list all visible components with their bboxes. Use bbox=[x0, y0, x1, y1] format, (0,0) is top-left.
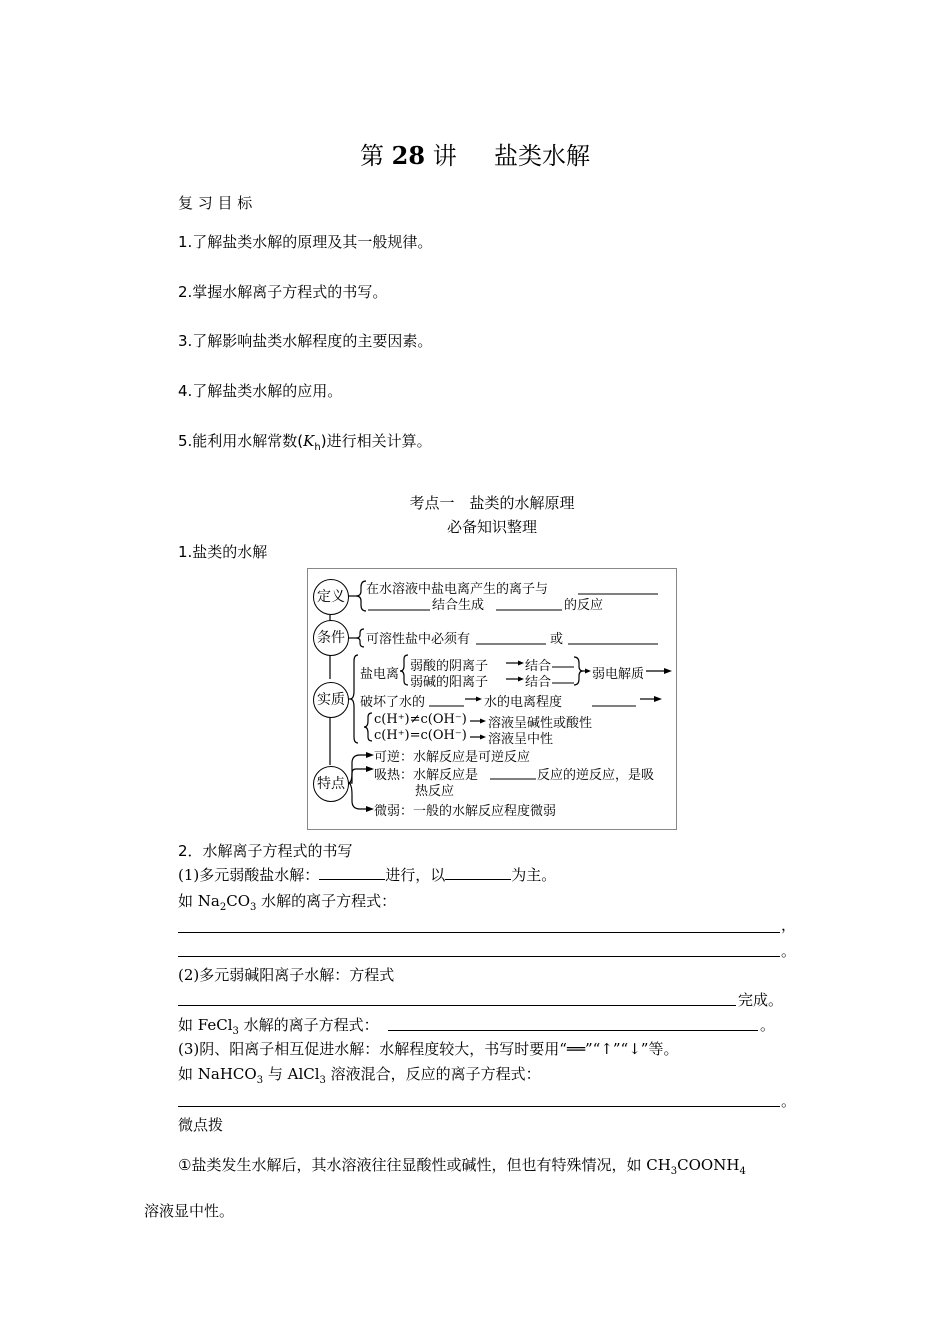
ex2-pre: 如 FeCl bbox=[178, 1016, 233, 1034]
ion-anion: 弱酸的阴离子 bbox=[410, 659, 489, 674]
node-essence: 实质 bbox=[313, 682, 349, 718]
goal-item: 4.了解盐类水解的应用。 bbox=[178, 382, 343, 400]
blank[interactable] bbox=[319, 865, 385, 880]
s2-ex2 bbox=[178, 1014, 379, 1035]
s2-p1-pre: (1)多元弱酸盐水解： bbox=[178, 866, 320, 884]
s2-p2: (2)多元弱碱阳离子水解：方程式 bbox=[178, 966, 395, 984]
ne-result: 溶液呈碱性或酸性 bbox=[488, 716, 593, 731]
node-definition: 定义 bbox=[313, 579, 349, 615]
tip-line-1 bbox=[178, 1154, 746, 1175]
ex2-sub: 3 bbox=[232, 1026, 239, 1037]
feature-reversible: 可逆：水解反应是可逆反应 bbox=[374, 750, 531, 765]
ex2-post: 水解的离子方程式： bbox=[238, 1016, 379, 1034]
tip-sub2: 4 bbox=[739, 1166, 746, 1177]
node-feature: 特点 bbox=[313, 766, 349, 802]
ex1-mid: CO bbox=[226, 892, 250, 910]
eq-result: 溶液呈中性 bbox=[488, 732, 554, 747]
answer-line[interactable] bbox=[178, 932, 780, 933]
ne-line: c(H⁺)≠c(OH⁻) bbox=[374, 712, 467, 727]
s2-p1-post: 为主。 bbox=[511, 866, 557, 884]
ex3-mid: 与 AlCl bbox=[263, 1065, 320, 1083]
s2-heading: 2．水解离子方程式的书写 bbox=[178, 842, 353, 860]
def-line-2-end: 的反应 bbox=[564, 598, 604, 613]
s2-p1-mid: 进行，以 bbox=[385, 866, 446, 884]
cond-or: 或 bbox=[550, 632, 564, 647]
goal5-post: )进行相关计算。 bbox=[320, 432, 432, 450]
tip-l1-pre: ①盐类发生水解后，其水溶液往往显酸性或碱性，但也有特殊情况，如 bbox=[178, 1156, 647, 1174]
s2-p1 bbox=[178, 864, 556, 885]
page-title bbox=[0, 136, 950, 171]
answer-line[interactable] bbox=[178, 1106, 780, 1107]
ex1-sub1: 2 bbox=[219, 902, 227, 913]
s1-heading: 1.盐类的水解 bbox=[178, 543, 268, 561]
weak-electrolyte: 弱电解质 bbox=[592, 667, 645, 682]
combine-2: 结合 bbox=[525, 675, 552, 690]
section-subheading: 必备知识整理 bbox=[446, 518, 537, 536]
goals-heading: 复 习 目 标 bbox=[178, 194, 253, 212]
line-period: 。 bbox=[781, 942, 797, 960]
ex1-sub2: 3 bbox=[250, 902, 257, 913]
title-mid: 讲 bbox=[432, 142, 457, 170]
ex3-sub2: 3 bbox=[319, 1075, 326, 1086]
cond-line: 可溶性盐中必须有 bbox=[366, 632, 471, 647]
goal-item: 2.掌握水解离子方程式的书写。 bbox=[178, 283, 388, 301]
title-name: 盐类水解 bbox=[493, 142, 590, 170]
answer-line[interactable] bbox=[178, 956, 780, 957]
def-line-2-mid: 结合生成 bbox=[432, 598, 485, 613]
feature-weak: 微弱：一般的水解反应程度微弱 bbox=[374, 804, 557, 819]
goal-item: 1.了解盐类水解的原理及其一般规律。 bbox=[178, 233, 433, 251]
answer-line[interactable] bbox=[388, 1030, 758, 1031]
tip-line-2: 溶液显中性。 bbox=[144, 1202, 235, 1220]
tip-sub1: 3 bbox=[670, 1166, 678, 1177]
ex3-sub1: 3 bbox=[256, 1075, 264, 1086]
s2-ex3 bbox=[178, 1063, 541, 1084]
section-heading: 考点一 盐类的水解原理 bbox=[409, 494, 575, 512]
title-prefix: 第 bbox=[360, 142, 385, 170]
break-water: 破坏了水的 bbox=[360, 695, 426, 710]
ion-label: 盐电离 bbox=[360, 667, 400, 682]
s2-ex1 bbox=[178, 890, 396, 911]
goal-item-5 bbox=[178, 430, 432, 451]
eq-line: c(H⁺)=c(OH⁻) bbox=[374, 728, 467, 743]
feature-endo-pre: 吸热：水解反应是 bbox=[374, 768, 479, 783]
goal5-k: K bbox=[303, 432, 315, 450]
water-ionization: 水的电离程度 bbox=[484, 695, 563, 710]
line-period: 。 bbox=[760, 1016, 776, 1034]
goal-item: 3.了解影响盐类水解程度的主要因素。 bbox=[178, 332, 433, 350]
ex1-pre: 如 Na bbox=[178, 892, 220, 910]
def-line-1: 在水溶液中盐电离产生的离子与 bbox=[366, 582, 549, 597]
title-number: 28 bbox=[391, 141, 426, 170]
answer-line[interactable] bbox=[178, 1005, 736, 1006]
ex3-post: 溶液混合，反应的离子方程式： bbox=[325, 1065, 541, 1083]
hydrolysis-concept-diagram bbox=[307, 568, 677, 830]
goal5-pre: 5.能利用水解常数( bbox=[178, 432, 304, 450]
blank[interactable] bbox=[445, 865, 511, 880]
node-condition: 条件 bbox=[313, 620, 349, 656]
feature-endo-line2: 热反应 bbox=[415, 784, 455, 799]
s2-p3: (3)阴、阳离子相互促进水解：水解程度较大，书写时要用“══”“↑”“↓”等。 bbox=[178, 1040, 679, 1058]
tip-chem-b: COONH bbox=[677, 1156, 740, 1174]
line-comma: ， bbox=[781, 916, 797, 934]
ex3-pre: 如 NaHCO bbox=[178, 1065, 257, 1083]
s2-p2-end: 完成。 bbox=[738, 991, 784, 1009]
goal5-sub: h bbox=[314, 442, 321, 453]
combine-1: 结合 bbox=[525, 659, 552, 674]
line-period: 。 bbox=[781, 1092, 797, 1110]
feature-endo-post: 反应的逆反应，是吸 bbox=[537, 768, 655, 783]
ion-cation: 弱碱的阳离子 bbox=[410, 675, 489, 690]
tip-heading: 微点拨 bbox=[178, 1116, 224, 1134]
ex1-post: 水解的离子方程式： bbox=[256, 892, 397, 910]
tip-chem-a: CH bbox=[646, 1156, 671, 1174]
